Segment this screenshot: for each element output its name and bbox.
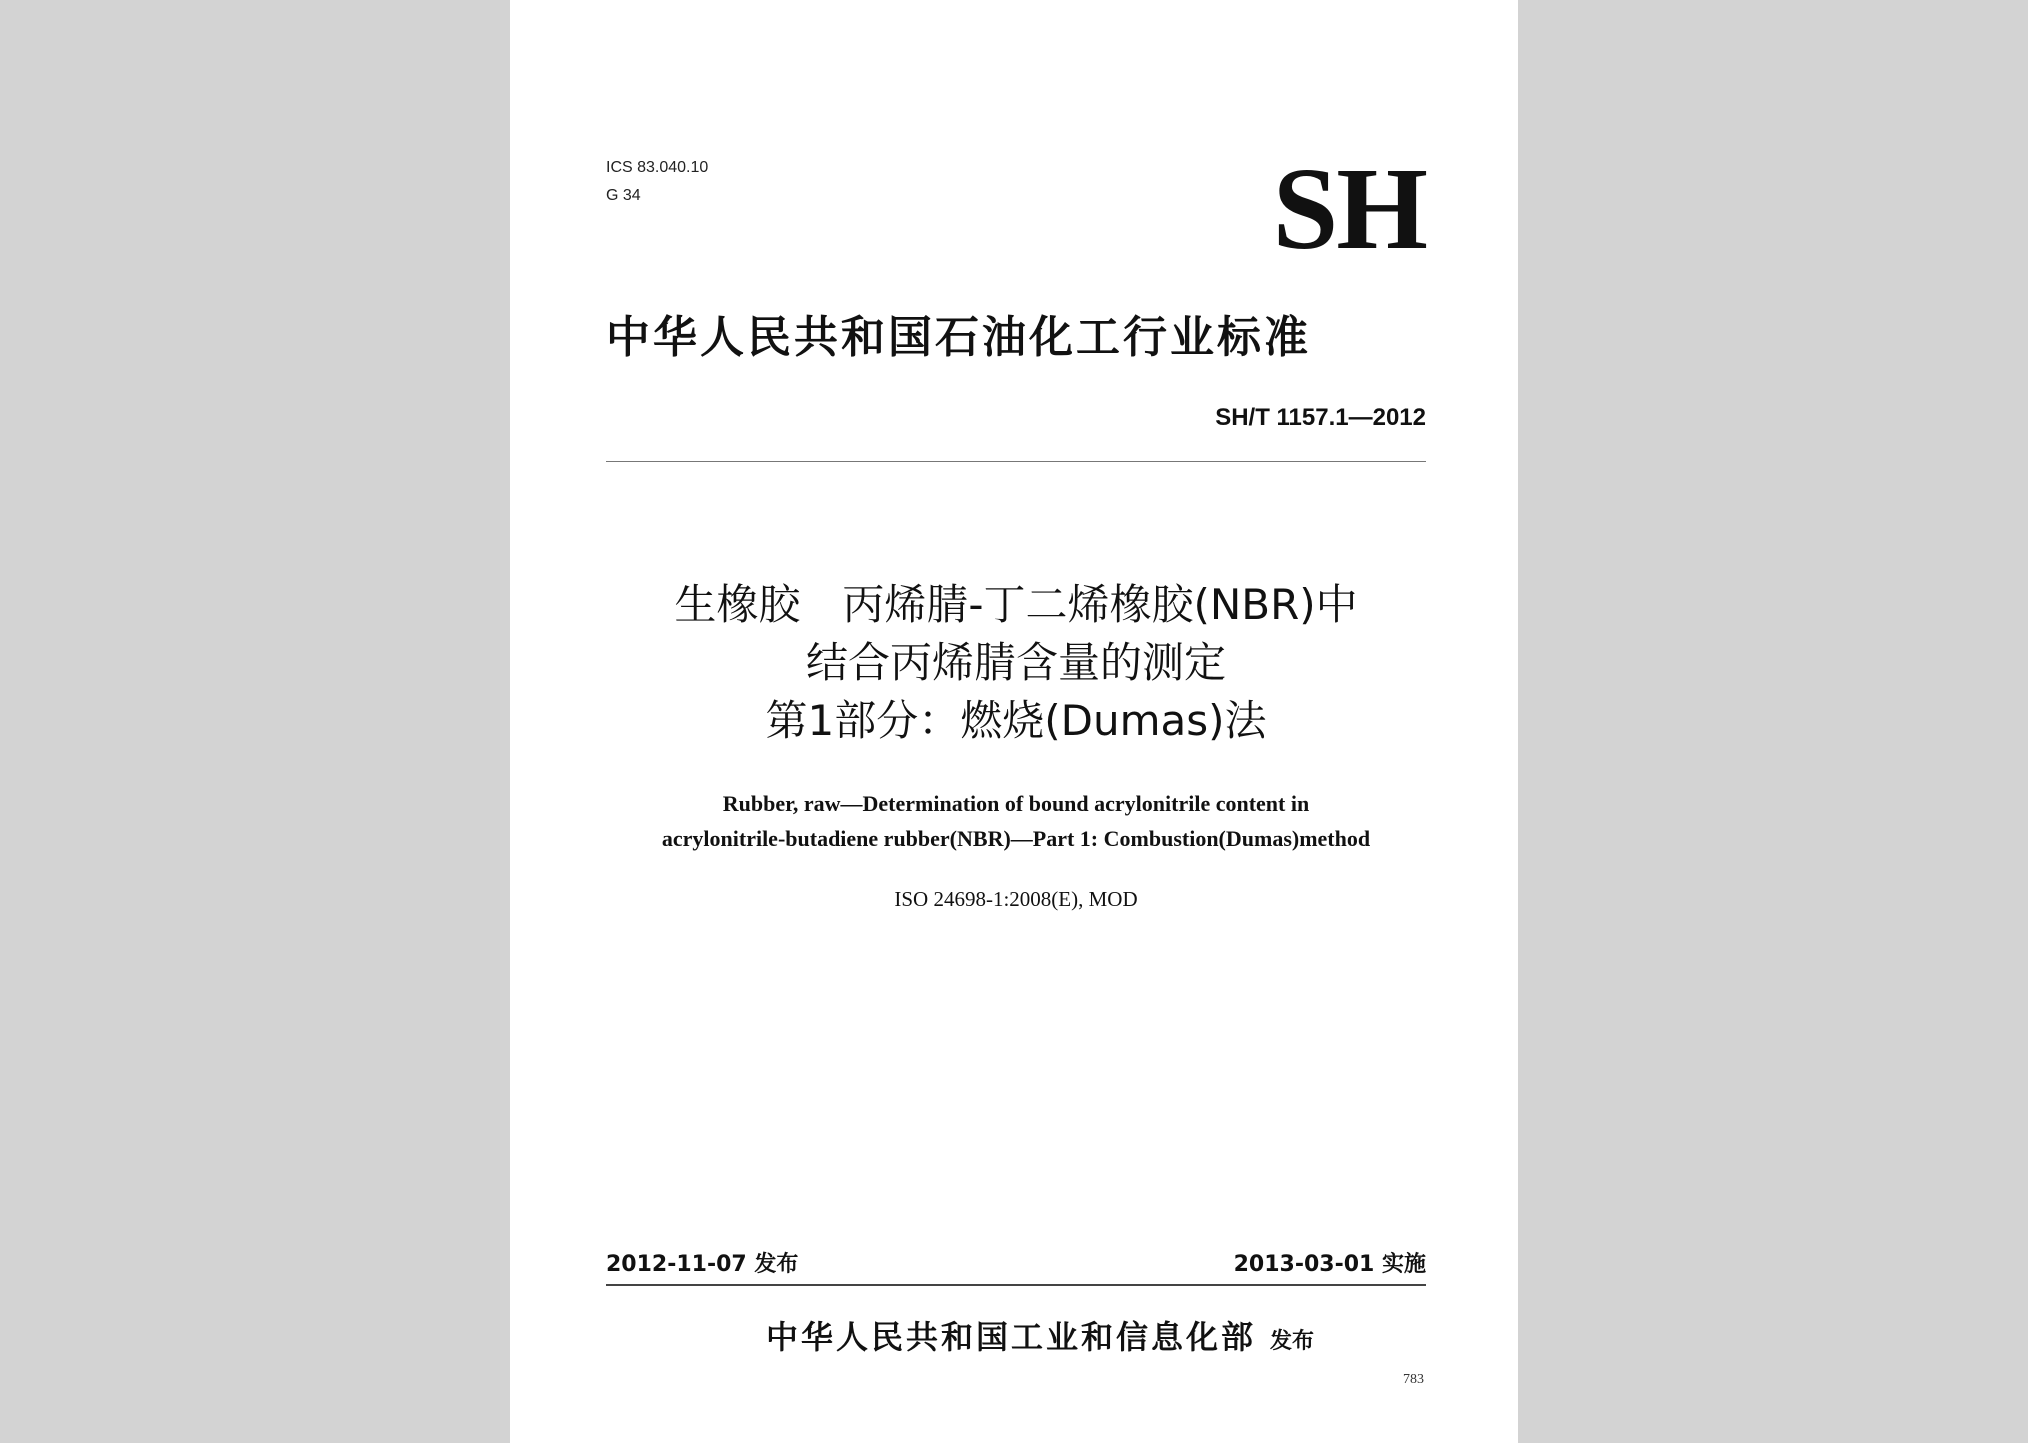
standard-logo: SH xyxy=(1272,143,1426,274)
standard-number: SH/T 1157.1—2012 xyxy=(1215,404,1426,431)
iso-reference: ISO 24698-1:2008(E), MOD xyxy=(894,887,1138,911)
ccs-code: G 34 xyxy=(606,187,641,204)
chinese-title-line: 结合丙烯腈含量的测定 xyxy=(805,638,1226,687)
page-number: 783 xyxy=(1403,1372,1424,1387)
header-divider xyxy=(606,461,1426,462)
issue-date: 2012-11-07 发布 xyxy=(606,1252,799,1277)
publisher xyxy=(690,1312,1390,1358)
publisher-suffix: 发布 xyxy=(1270,1329,1315,1354)
chinese-title xyxy=(570,576,1462,750)
chinese-title-line: 生橡胶 丙烯腈-丁二烯橡胶(NBR)中 xyxy=(674,580,1358,629)
implementation-date: 2013-03-01 实施 xyxy=(1233,1252,1426,1277)
classification-codes xyxy=(606,154,708,210)
document-page xyxy=(510,0,1518,1443)
publisher-name: 中华人民共和国工业和信息化部 xyxy=(765,1318,1256,1356)
english-title-line: Rubber, raw—Determination of bound acrylonitrile content in xyxy=(722,791,1310,816)
chinese-title-line: 第1部分：燃烧(Dumas)法 xyxy=(765,696,1267,745)
date-divider xyxy=(606,1284,1426,1286)
ics-code: ICS 83.040.10 xyxy=(606,159,709,176)
english-title xyxy=(550,786,1482,856)
standard-category-title: 中华人民共和国石油化工行业标准 xyxy=(606,312,1311,363)
english-title-line: acrylonitrile-butadiene rubber(NBR)—Part 1: Combustion(Dumas)method xyxy=(661,826,1371,851)
